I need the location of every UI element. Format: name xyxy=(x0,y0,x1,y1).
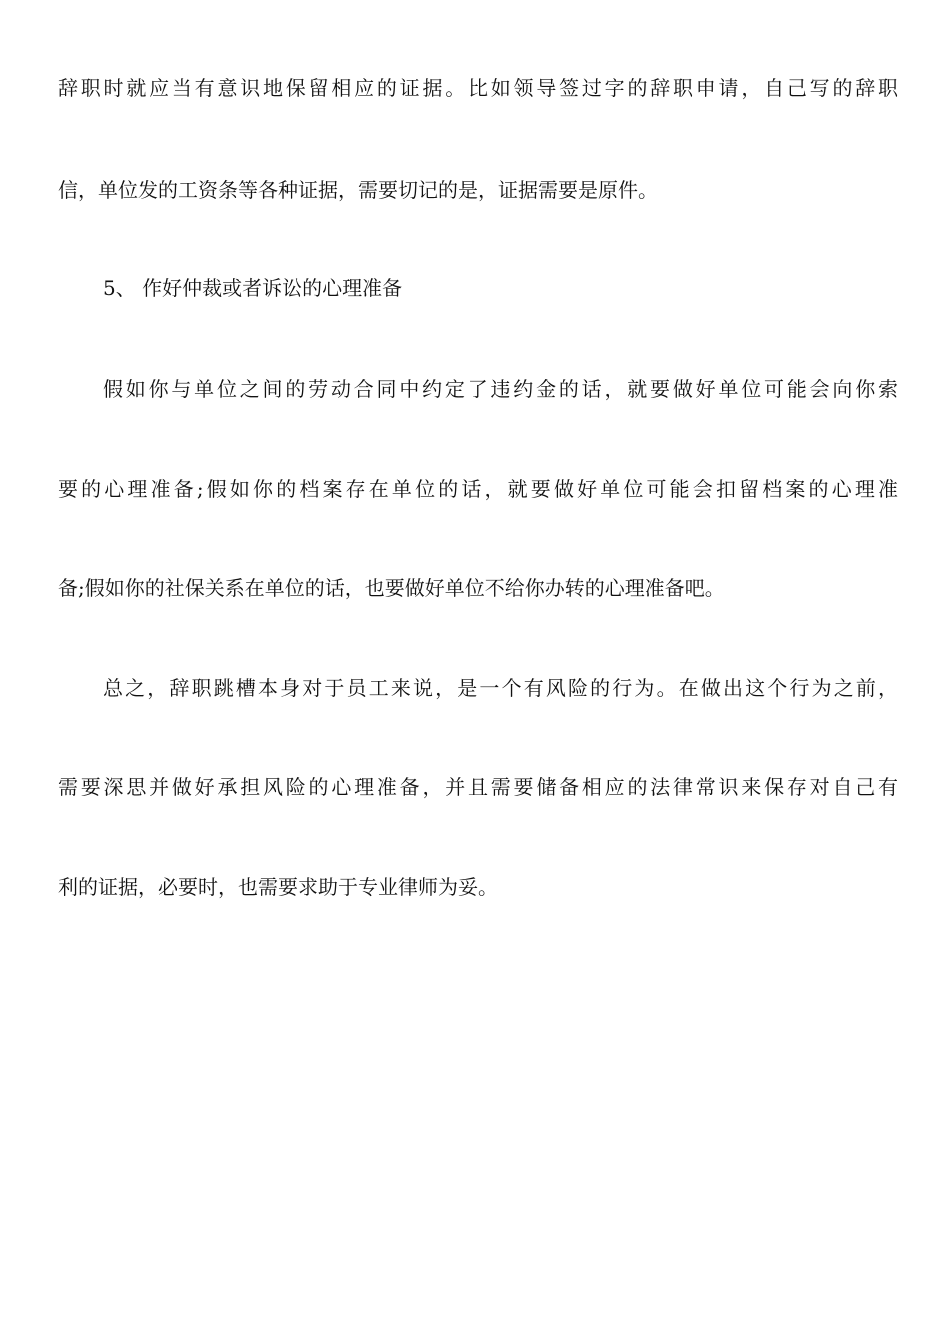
paragraph-line-2: 信，单位发的工资条等各种证据，需要切记的是，证据需要是原件。 xyxy=(58,178,658,202)
paragraph-line-8: 利的证据，必要时，也需要求助于专业律师为妥。 xyxy=(58,875,498,899)
paragraph-line-4: 要的心理准备;假如你的档案存在单位的话，就要做好单位可能会扣留档案的心理准 xyxy=(58,477,898,501)
paragraph-line-7: 需要深思并做好承担风险的心理准备，并且需要储备相应的法律常识来保存对自己有 xyxy=(58,775,898,799)
paragraph-line-5: 备;假如你的社保关系在单位的话，也要做好单位不给你办转的心理准备吧。 xyxy=(58,576,725,600)
paragraph-line-3: 假如你与单位之间的劳动合同中约定了违约金的话，就要做好单位可能会向你索 xyxy=(103,377,898,401)
section-heading: 5、 作好仲裁或者诉讼的心理准备 xyxy=(103,276,403,300)
paragraph-line-1: 辞职时就应当有意识地保留相应的证据。比如领导签过字的辞职申请，自己写的辞职 xyxy=(58,76,898,100)
paragraph-line-6: 总之，辞职跳槽本身对于员工来说，是一个有风险的行为。在做出这个行为之前， xyxy=(103,676,898,700)
